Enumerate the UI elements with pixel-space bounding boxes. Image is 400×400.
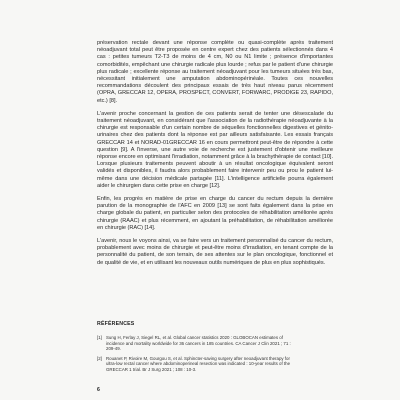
body-paragraph-4: L'avenir, nous le voyons ainsi, va se faire vers un traitement personnalisé du cancer du rectum, probablement avec moins de chirurgie et peut-être moins d'irradiation, en tenant compte de la personnalité du patient, de son terrain, de ses attentes sur le plan oncologique, fonctionnel et de qualité de vie, et en utilisant les nouveaux outils numériques de plus en plus sophistiqués. <box>97 238 333 266</box>
body-paragraph-3: Enfin, les progrès en matière de prise en charge du cancer du rectum depuis la dernière parution de la monographie de l'AFC en 2009 [13] se sont faits également dans la prise en charge globale du patient, en particulier selon des protocoles de réhabilitation améliorée après chirurgie (RAAC) et plus récemment, en ajoutant la préhabilitation, de réhabilitation améliorée en chirurgie (RAC) [14]. <box>97 196 333 231</box>
references-list <box>97 335 297 377</box>
reference-number: [2] <box>97 355 102 361</box>
body-paragraph-2: L'avenir proche concernant la gestion de ces patients serait de tenter une désescalade du traitement néoadjuvant, en considérant que l'association de la radiothérapie néoadjuvante à la chirurgie est responsable d'un certain nombre de séquelles fonctionnelles digestives et génito-urinaires chez des patients dont la réponse est par ailleurs satisfaisante. Les essais français GRECCAR 14 et NORAD-01GRECCAR 16 en cours permettront peut-être de répondre à cette question [9]. A l'inverse, une autre voie de recherche est justement d'obtenir une meilleure réponse encore en optimisant l'irradiation, notamment grâce à la brachythérapie de contact [10]. Lorsque plusieurs traitements peuvent aboutir à un résultat oncologique équivalent seront validés et disponibles, il faudra alors probablement faire intervenir peu ou prou le patient lui-même dans une décision médicale partagée [11]. L'intelligence artificielle pourra également aider le chirurgien dans cette prise en charge [12]. <box>97 110 333 189</box>
body-text-column <box>97 40 333 273</box>
reference-number: [1] <box>97 335 102 340</box>
page-number: 6 <box>97 387 100 393</box>
reference-item <box>97 356 297 373</box>
reference-text: Rouanet P, Rivoire M, Gourgou S, et al. Sphincter-saving surgery after neoadjuvant therapy for ultra-low rectal cancer where abdominoperineal resection was indicated : 10-year results of the GRECCAR 1 trial. Br J Surg 2021 ; 108 : 10-3. <box>106 355 291 372</box>
body-paragraph-1: préservation rectale devant une réponse complète ou quasi-complète après traitement néoadjuvant total peut être proposée en centre expert chez des patients sélectionnés dans 4 cas : petites tumeurs T2-T3 de moins de 4 cm, N0 ou N1 limite ; présence d'importantes comorbidités, empêchant une chirurgie radicale plus lourde ; refus par le patient d'une chirurgie plus radicale ; excellente réponse au traitement néoadjuvant pour les tumeurs situées très bas, nécessitant initialement une amputation abdominopérinéale. Toutes ces nouvelles recommandations découlent des principaux essais de très haut niveau parus récemment (OPRA, GRECCAR 12, OPERA, PROSPECT, CONVERT, FORWARC, PRODIGE 23, RAPIDO, etc.) [8]. <box>97 40 333 104</box>
references-heading: RÉFÉRENCES <box>97 321 135 327</box>
reference-text: Sung H, Ferlay J, Siegel RL, et al. Global cancer statistics 2020 : GLOBOCAN estimates of incidence and mortality worldwide for 36 cancers in 185 countries. CA Cancer J Clin 2021 ; 71 : 209-49. <box>106 335 291 352</box>
reference-item <box>97 335 297 352</box>
